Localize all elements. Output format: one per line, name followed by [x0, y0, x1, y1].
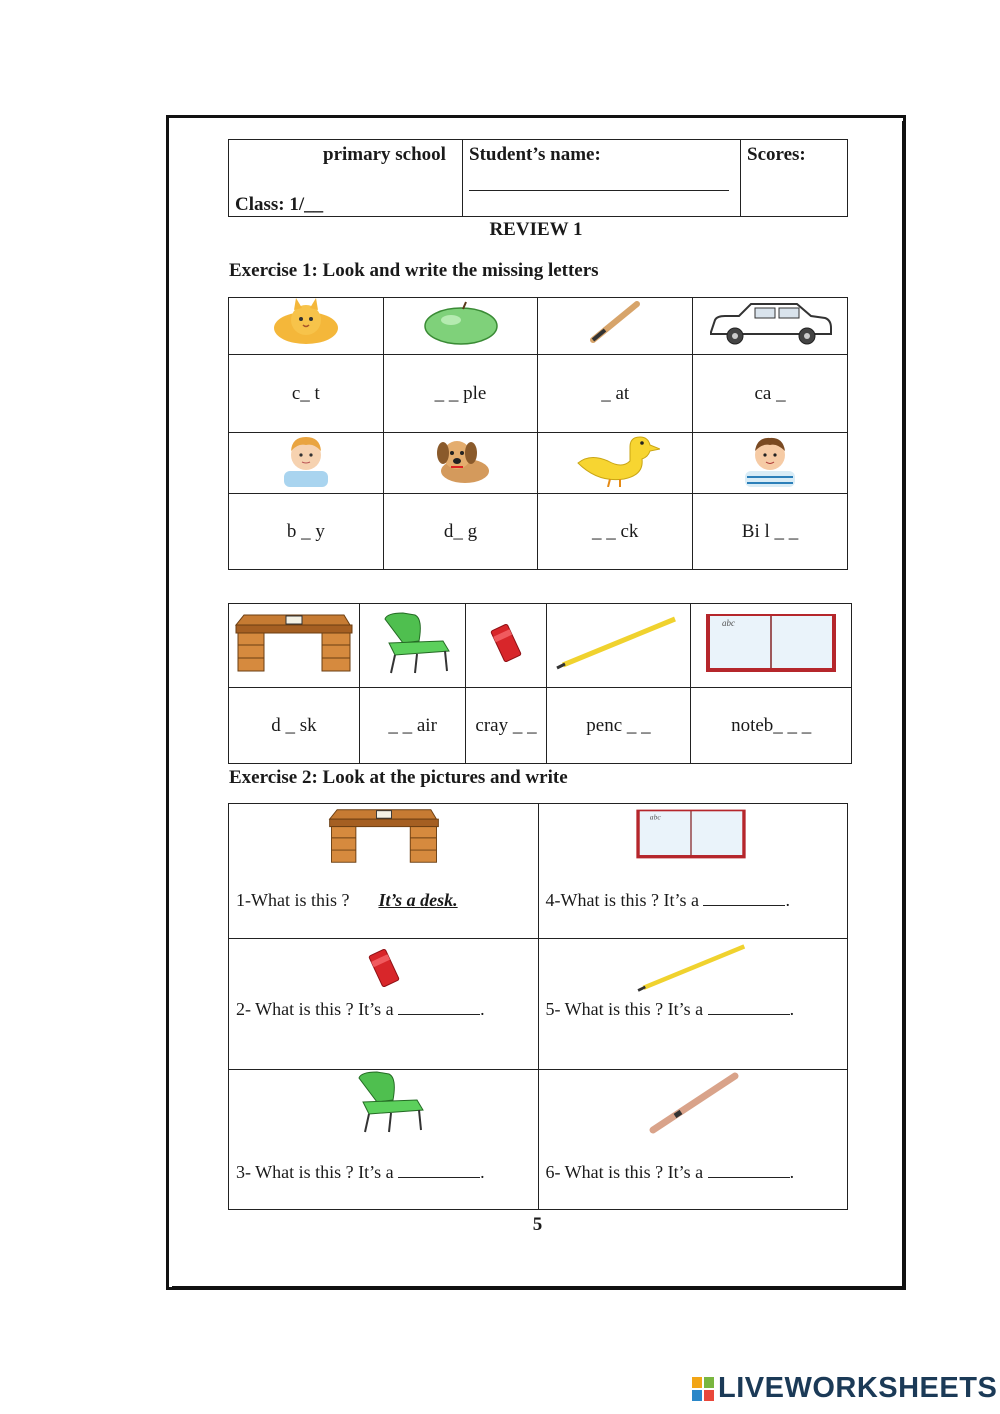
period: .	[480, 999, 485, 1019]
picture-cell	[466, 604, 546, 688]
desk-icon	[321, 806, 447, 866]
word-cell[interactable]	[359, 688, 466, 764]
notebook-icon	[633, 804, 749, 864]
word-duck: _ _ ck	[591, 520, 639, 542]
picture-cell	[383, 298, 538, 355]
liveworksheets-icon	[692, 1377, 714, 1401]
page-number: 5	[532, 1214, 543, 1235]
crayon-icon	[489, 620, 523, 666]
word-dog: d_ g	[443, 520, 478, 542]
picture-cell	[229, 604, 360, 688]
pencil-icon	[553, 613, 683, 673]
word-bill: Bi l _ _	[741, 520, 799, 542]
picture-cell	[359, 604, 466, 688]
exercise1-objects-grid	[228, 603, 852, 764]
word-cell[interactable]	[693, 494, 848, 570]
question-4-text: 4-What is this ? It’s a	[545, 890, 699, 910]
word-boy: b _ y	[286, 520, 325, 542]
period: .	[480, 1162, 485, 1182]
bat-icon	[645, 1070, 741, 1136]
question-1-text: 1-What is this ?	[236, 890, 350, 910]
word-car: ca _	[754, 382, 786, 404]
school-label: primary school	[323, 144, 446, 165]
crayon-icon	[367, 945, 401, 991]
question-cell-2	[229, 939, 539, 1070]
header-table	[228, 139, 848, 217]
question-cell-1	[229, 804, 539, 939]
period: .	[789, 1162, 795, 1182]
exercise1-heading: Exercise 1: Look and write the missing letters	[229, 260, 599, 281]
answer-prefix: It’s a	[378, 890, 421, 910]
question-cell-6	[538, 1070, 848, 1210]
word-cell[interactable]	[229, 355, 384, 433]
word-cat: c_ t	[291, 382, 320, 404]
question-5-text: 5- What is this ? It’s a	[545, 999, 704, 1019]
word-crayon: cray _ _	[475, 714, 537, 736]
pencil-icon	[629, 941, 757, 995]
word-cell[interactable]	[693, 355, 848, 433]
notebook-icon	[702, 610, 840, 676]
school-cell	[229, 140, 463, 217]
page-title: REVIEW 1	[489, 219, 583, 240]
word-cell[interactable]	[229, 688, 360, 764]
scores-label: Scores:	[747, 144, 806, 165]
desk-icon	[232, 611, 356, 675]
question-1-answer	[378, 890, 457, 910]
bill-boy-icon	[735, 433, 805, 487]
bat-icon	[585, 300, 645, 346]
question-1	[236, 890, 458, 911]
exercise1-grid	[228, 297, 848, 570]
picture-cell	[546, 604, 691, 688]
student-name-cell	[463, 140, 741, 217]
word-cell[interactable]	[538, 355, 693, 433]
question-cell-4	[538, 804, 848, 939]
apple-icon	[421, 300, 501, 346]
answer-blank-6[interactable]	[708, 1163, 790, 1178]
question-2	[236, 999, 485, 1020]
word-cell[interactable]	[538, 494, 693, 570]
word-bat: _ at	[601, 382, 630, 404]
word-cell[interactable]	[229, 494, 384, 570]
word-cell[interactable]	[546, 688, 691, 764]
picture-cell	[538, 298, 693, 355]
period: .	[789, 999, 795, 1019]
student-name-label: Student’s name:	[469, 144, 601, 165]
question-cell-5	[538, 939, 848, 1070]
picture-cell	[383, 433, 538, 494]
word-pencil: penc _ _	[586, 714, 651, 736]
word-cell[interactable]	[466, 688, 546, 764]
question-6	[546, 1162, 795, 1183]
picture-cell	[229, 433, 384, 494]
student-name-field[interactable]	[469, 190, 729, 191]
picture-cell	[693, 298, 848, 355]
answer-blank-4[interactable]	[703, 891, 785, 906]
book-text: abc	[722, 617, 736, 628]
picture-cell	[691, 604, 852, 688]
book-text: abc	[649, 812, 661, 822]
picture-cell	[229, 298, 384, 355]
exercise2-heading: Exercise 2: Look at the pictures and write	[229, 767, 568, 788]
answer-blank-5[interactable]	[708, 1000, 790, 1015]
picture-cell	[693, 433, 848, 494]
word-cell[interactable]	[383, 355, 538, 433]
boy-icon	[276, 433, 336, 487]
brand-name: LIVEWORKSHEETS	[718, 1372, 998, 1404]
word-apple: _ _ ple	[434, 382, 487, 404]
question-cell-3	[229, 1070, 539, 1210]
question-4	[546, 890, 790, 911]
car-icon	[705, 300, 835, 346]
duck-icon	[570, 433, 660, 487]
picture-cell	[538, 433, 693, 494]
chair-icon	[347, 1070, 427, 1134]
question-2-text: 2- What is this ? It’s a	[236, 999, 394, 1019]
dog-icon	[421, 433, 501, 487]
word-notebook: noteb_ _ _	[731, 714, 812, 736]
question-3	[236, 1162, 485, 1183]
answer-blank-3[interactable]	[398, 1163, 480, 1178]
answer-blank-2[interactable]	[398, 1000, 480, 1015]
word-chair: _ _ air	[388, 714, 437, 736]
word-cell[interactable]	[383, 494, 538, 570]
question-3-text: 3- What is this ? It’s a	[236, 1162, 394, 1182]
liveworksheets-logo[interactable]	[692, 1372, 997, 1405]
exercise2-grid	[228, 803, 848, 1210]
answer-word: desk.	[420, 890, 458, 910]
word-cell[interactable]	[691, 688, 852, 764]
class-label: Class: 1/__	[235, 194, 324, 215]
chair-icon	[373, 611, 453, 675]
scores-cell	[741, 140, 848, 217]
word-desk: d _ sk	[271, 714, 317, 736]
period: .	[785, 890, 790, 910]
question-6-text: 6- What is this ? It’s a	[545, 1162, 704, 1182]
cat-icon	[266, 298, 346, 348]
question-5	[546, 999, 795, 1020]
